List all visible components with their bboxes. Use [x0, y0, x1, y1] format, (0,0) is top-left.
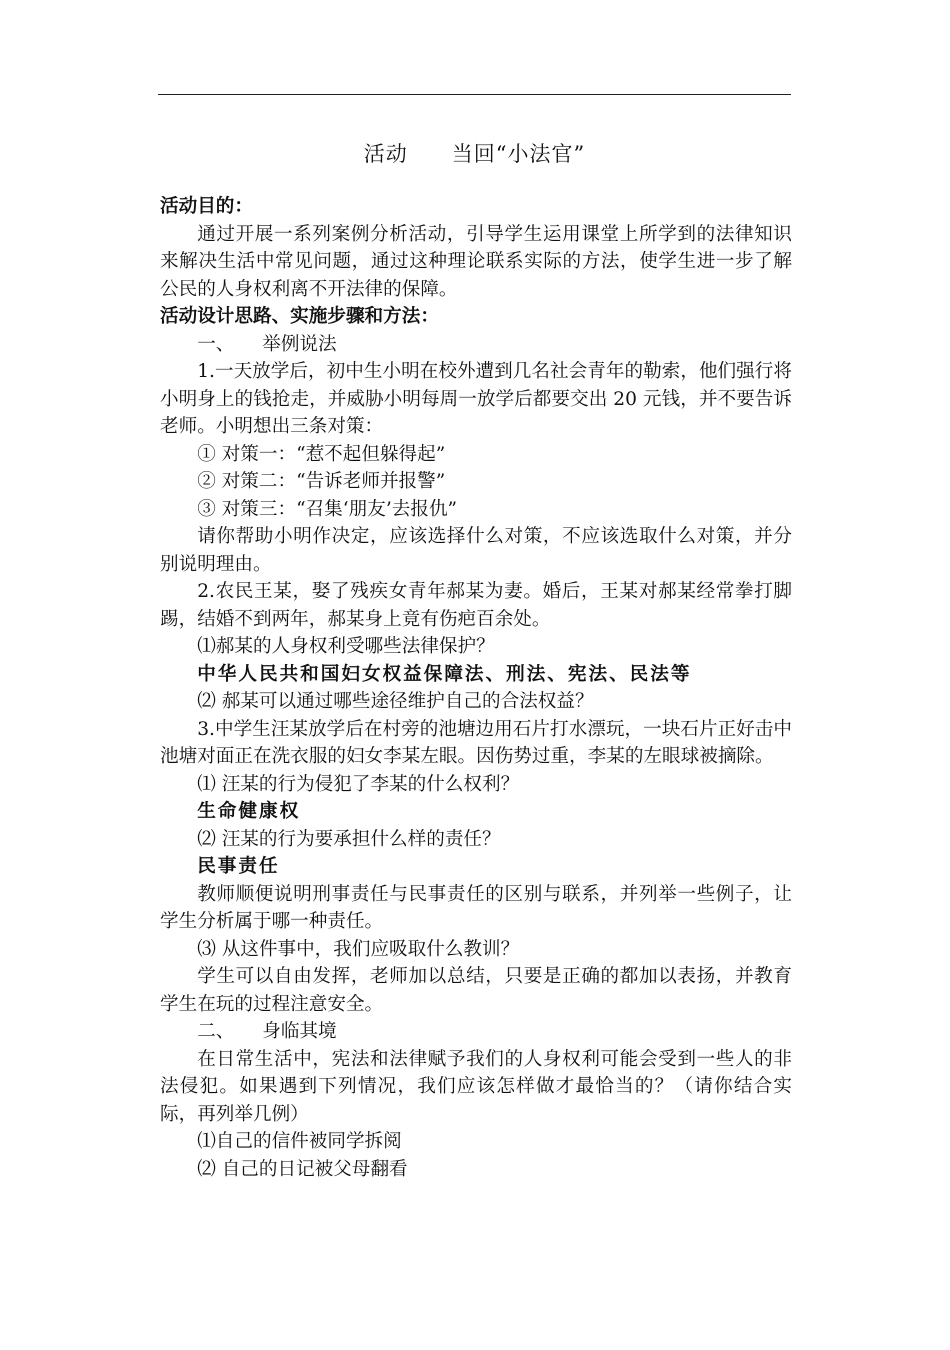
header-rule [158, 94, 791, 95]
case2-paragraph: 2.农民王某，娶了残疾女青年郝某为妻。婚后，王某对郝某经常拳打脚踢，结婚不到两年，郝某身上竟有伤疤百余处。 [160, 581, 792, 630]
case3-teacher-note: 教师顺便说明刑事责任与民事责任的区别与联系，并列举一些例子，让学生分析属于哪一种责任。 [160, 883, 792, 932]
section2-item-1: ⑴自己的信件被同学拆阅 [197, 1131, 402, 1152]
document-body [160, 193, 792, 1183]
case3-answer-2: 民事责任 [197, 856, 280, 877]
case3-paragraph: 3.中学生汪某放学后在村旁的池塘边用石片打水漂玩，一块石片正好击中池塘对面正在洗衣服的妇女李某左眼。因伤势过重，李某的左眼球被摘除。 [160, 718, 792, 767]
case2-answer-1: 中华人民共和国妇女权益保障法、刑法、宪法、民法等 [197, 663, 692, 685]
design-heading: 活动设计思路、实施步骤和方法： [160, 306, 439, 327]
case3-teacher-note-2: 学生可以自由发挥，老师加以总结，只要是正确的都加以表扬，并教育学生在玩的过程注意安全。 [160, 966, 792, 1015]
section1-title: 一、 举例说法 [197, 333, 337, 355]
case3-answer-1: 生命健康权 [197, 801, 301, 822]
case3-question-1: ⑴ 汪某的行为侵犯了李某的什么权利？ [197, 773, 520, 795]
purpose-paragraph: 通过开展一系列案例分析活动，引导学生运用课堂上所学到的法律知识来解决生活中常见问题，通过这种理论联系实际的方法，使学生进一步了解公民的人身权利离不开法律的保障。 [160, 223, 792, 300]
section2-item-2: ⑵ 自己的日记被父母翻看 [197, 1158, 408, 1180]
case1-option-1: ① 对策一：“惹不起但躲得起” [197, 443, 446, 465]
case2-question-2: ⑵ 郝某可以通过哪些途径维护自己的合法权益？ [197, 691, 594, 712]
section2-title: 二、 身临其境 [197, 1021, 337, 1042]
page-title: 活动 当回“小法官” [363, 142, 586, 166]
case1-question: 请你帮助小明作决定，应该选择什么对策，不应该选取什么对策，并分别说明理由。 [160, 526, 792, 575]
section2-intro: 在日常生活中，宪法和法律赋予我们的人身权利可能会受到一些人的非法侵犯。如果遇到下列情况，我们应该怎样做才最恰当的？（请你结合实际，再列举几例） [160, 1048, 792, 1125]
case1-option-2: ② 对策二：“告诉老师并报警” [197, 471, 446, 492]
case3-question-2: ⑵ 汪某的行为要承担什么样的责任？ [197, 828, 501, 850]
case2-question-1: ⑴郝某的人身权利受哪些法律保护？ [197, 636, 495, 657]
case1-option-3: ③ 对策三：“召集‘朋友’去报仇” [197, 498, 458, 520]
purpose-heading: 活动目的： [160, 196, 253, 217]
case3-question-3: ⑶ 从这件事中，我们应吸取什么教训？ [197, 938, 520, 960]
case1-paragraph: 1.一天放学后，初中生小明在校外遭到几名社会青年的勒索，他们强行将小明身上的钱抢走，并威胁小明每周一放学后都要交出 20 元钱，并不要告诉老师。小明想出三条对策： [160, 361, 792, 437]
